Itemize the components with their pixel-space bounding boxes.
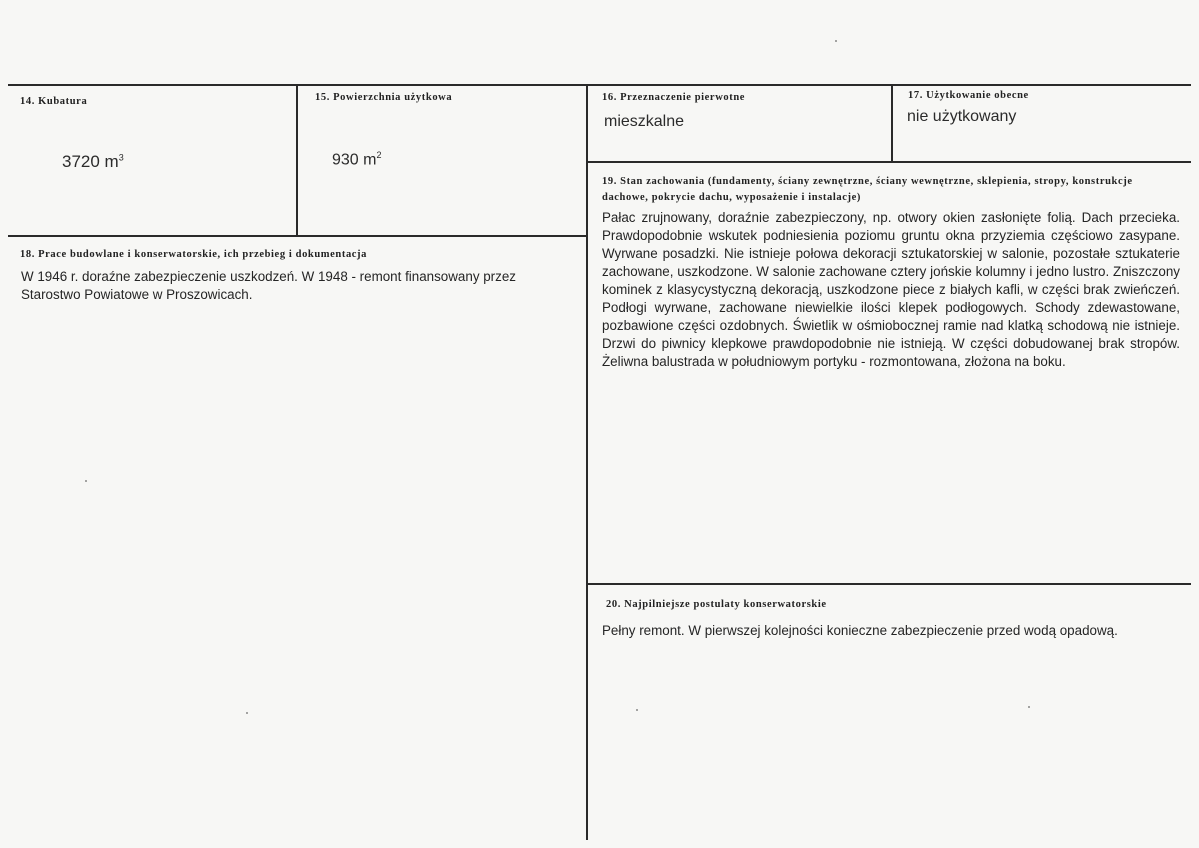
field-14-value: 3720 $m^3$ xyxy=(62,152,124,171)
rule-under-16-17 xyxy=(586,161,1191,163)
field-17-label: 17. Użytkowanie obecne xyxy=(908,90,1029,101)
field-15-value: 930 $m^2$ xyxy=(332,150,382,169)
field-16-value: mieszkalne xyxy=(604,113,685,130)
scan-speck xyxy=(85,480,87,482)
field-20-label: 20. Najpilniejsze postulaty konserwatorskie xyxy=(606,599,827,610)
scan-speck xyxy=(1028,706,1030,708)
field-19-label: 19. Stan zachowania (fundamenty, ściany zewnętrzne, ściany wewnętrzne, sklepienia, stropy, konstrukcje dachowe, pokrycie dachu, wyposażenie i instalacje) xyxy=(602,176,1133,203)
field-15-label: 15. Powierzchnia użytkowa xyxy=(315,92,453,103)
scan-speck xyxy=(835,40,837,42)
divider-16-17 xyxy=(891,84,893,162)
top-rule xyxy=(8,84,1191,86)
center-divider xyxy=(586,84,588,840)
field-19-text: Pałac zrujnowany, doraźnie zabezpieczony, np. otwory okien zasłonięte folią. Dach przecieka. Prawdopodobnie wskutek podniesienia poziomu gruntu okna przyziemia częściowo zasypane. Wyrwane posadzki. Nie istnieje połowa dekoracji sztukatorskiej w salonie, pozostałe sztukaterie zachowane, uszkodzone. W salonie zachowane cztery jońskie kolumny i jedno lustro. Zniszczony kominek z klasycystyczną dekoracją, uszkodzone piece z białych kafli, w części brak zwieńczeń. Podłogi wyrwane, zachowane niewielkie ilości klepek podłogowych. Schody zdewastowane, pozbawione części ozdobnych. Świetlik w ośmiobocznej ramie nad klatką schodową nie istnieje. Drzwi do piwnicy klepkowe prawdopodobnie nie istnieją. W części dobudowanej brak stropów. Żeliwna balustrada w południowym portyku - rozmontowana, złożona na boku. xyxy=(602,210,1180,369)
scan-speck xyxy=(246,712,248,714)
rule-under-14-15 xyxy=(8,235,588,237)
divider-14-15 xyxy=(296,84,298,236)
rule-above-20 xyxy=(586,583,1191,585)
field-16-label: 16. Przeznaczenie pierwotne xyxy=(602,92,746,103)
field-17-value: nie użytkowany xyxy=(907,108,1017,125)
field-18-label: 18. Prace budowlane i konserwatorskie, ich przebieg i dokumentacja xyxy=(20,249,368,260)
field-20-text: Pełny remont. W pierwszej kolejności konieczne zabezpieczenie przed wodą opadową. xyxy=(602,623,1118,638)
field-18-text: W 1946 r. doraźne zabezpieczenie uszkodzeń. W 1948 - remont finansowany przez Starostwo Powiatowe w Proszowicach. xyxy=(21,269,516,302)
field-14-label: 14. Kubatura xyxy=(20,96,88,107)
scan-speck xyxy=(636,709,638,711)
